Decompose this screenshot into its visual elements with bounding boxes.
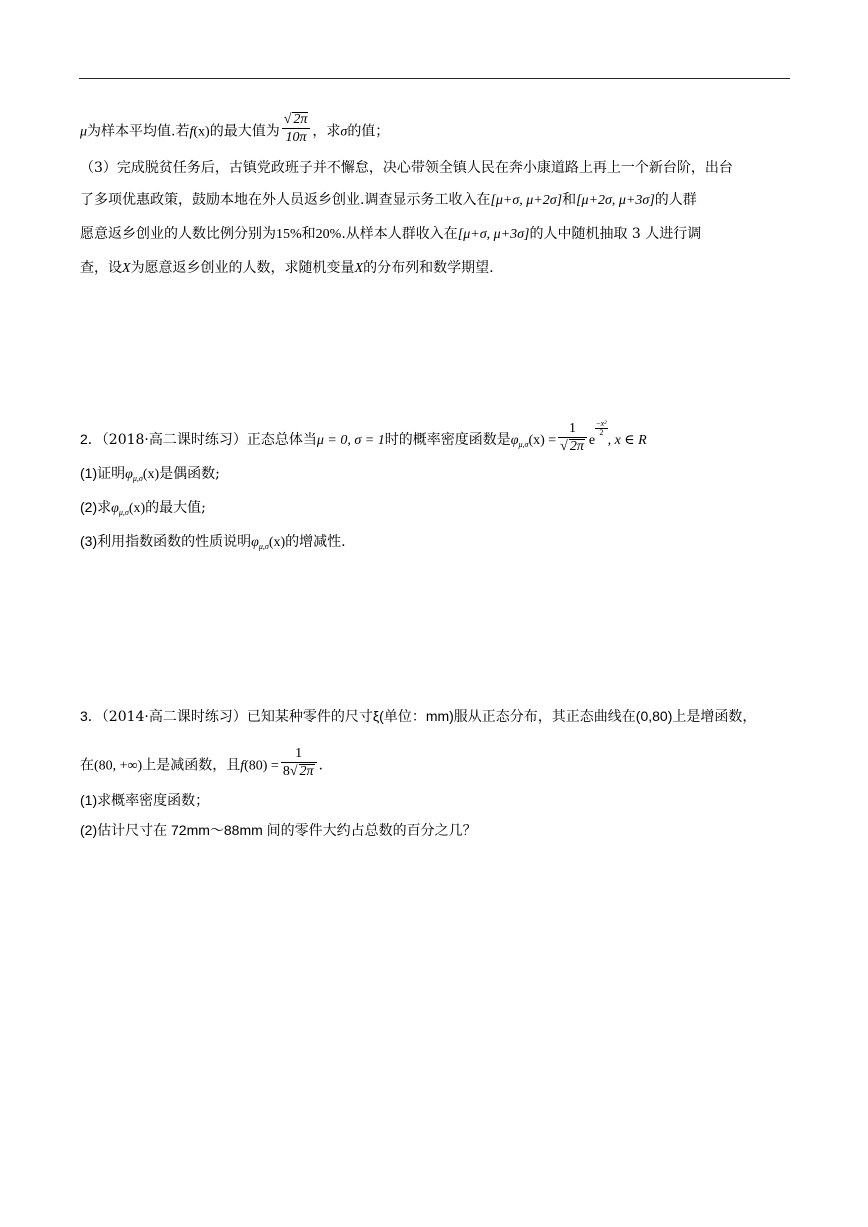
p1-line-2: （3）完成脱贫任务后，古镇党政班子并不懈怠，决心带领全镇人民在奔小康道路上再上一个新台阶，出台 (80, 160, 733, 176)
question-source: （2014·高二课时练习） (101, 709, 247, 725)
question-3-line-2: 在(80, +∞)上是减函数，且f(80) = $\frac{1}{8√ 2\pi}$ . (80, 746, 323, 779)
interval-3: [μ+σ, μ+3σ] (457, 227, 530, 242)
question-number: 3． (80, 708, 102, 724)
exponent: $\frac{\text{−x²}}{2}$ (596, 419, 607, 437)
interval-1: [μ+σ, μ+2σ] (490, 193, 563, 208)
question-3-part-1: (1)求概率密度函数； (80, 792, 210, 808)
interval-2: [μ+2σ, μ+3σ] (576, 193, 655, 208)
question-3-part-2: (2)估计尺寸在 72mm～88mm 间的零件大约占总数的百分之几？ (80, 822, 477, 838)
p1-line-4: 愿意返乡创业的人数比例分别为15%和20%.从样本人群收入在[μ+σ, μ+3σ]的人中随机抽取 3 人进行调 (80, 226, 702, 242)
p1-line-1: μ为样本平均值.若f(x)的最大值为 $\frac{√ 2\pi}{10\pi}$ ，求σ的值； (80, 112, 390, 145)
question-source: （2018·高二课时练习） (101, 432, 247, 448)
p1-line-3: 了多项优惠政策，鼓励本地在外人员返乡创业.调查显示务工收入在[μ+σ, μ+2σ]和[μ+2σ, μ+3σ]的人群 (80, 192, 697, 208)
mu-symbol: μ (80, 124, 88, 140)
question-2-part-3: (3)利用指数函数的性质说明$\varphi_{\mu,\sigma}(x)$的增减性. (80, 533, 346, 551)
f80-fraction: $\frac{1}{8√ 2\pi}$ (281, 746, 317, 781)
density-fraction: $\frac{1}{√ 2\pi}$ (558, 421, 587, 456)
question-2-stem: 2．（2018·高二课时练习）正态总体当μ = 0, σ = 1时的概率密度函数是$\varphi_{\mu,\sigma}(x)$ = $\frac{1}{√ 2\pi}$ e $\frac{\text{−x²}}{2}$ , x ∈ R (80, 419, 647, 454)
max-value-fraction: $\frac{√ 2\pi}{10\pi}$ (282, 112, 311, 147)
p1-line-5: 查，设X为愿意返乡创业的人数，求随机变量X的分布列和数学期望. (80, 260, 494, 276)
question-2-part-2: (2)求$\varphi_{\mu,\sigma}(x)$的最大值; (80, 499, 206, 517)
question-number: 2． (80, 431, 102, 447)
header-rule (79, 78, 790, 79)
question-3-stem: 3．（2014·高二课时练习）已知某种零件的尺寸ξ(单位：mm)服从正态分布，其正态曲线在(0,80)上是增函数， (80, 708, 757, 725)
question-2-part-1: (1)证明$\varphi_{\mu,\sigma}(x)$是偶函数; (80, 465, 220, 483)
